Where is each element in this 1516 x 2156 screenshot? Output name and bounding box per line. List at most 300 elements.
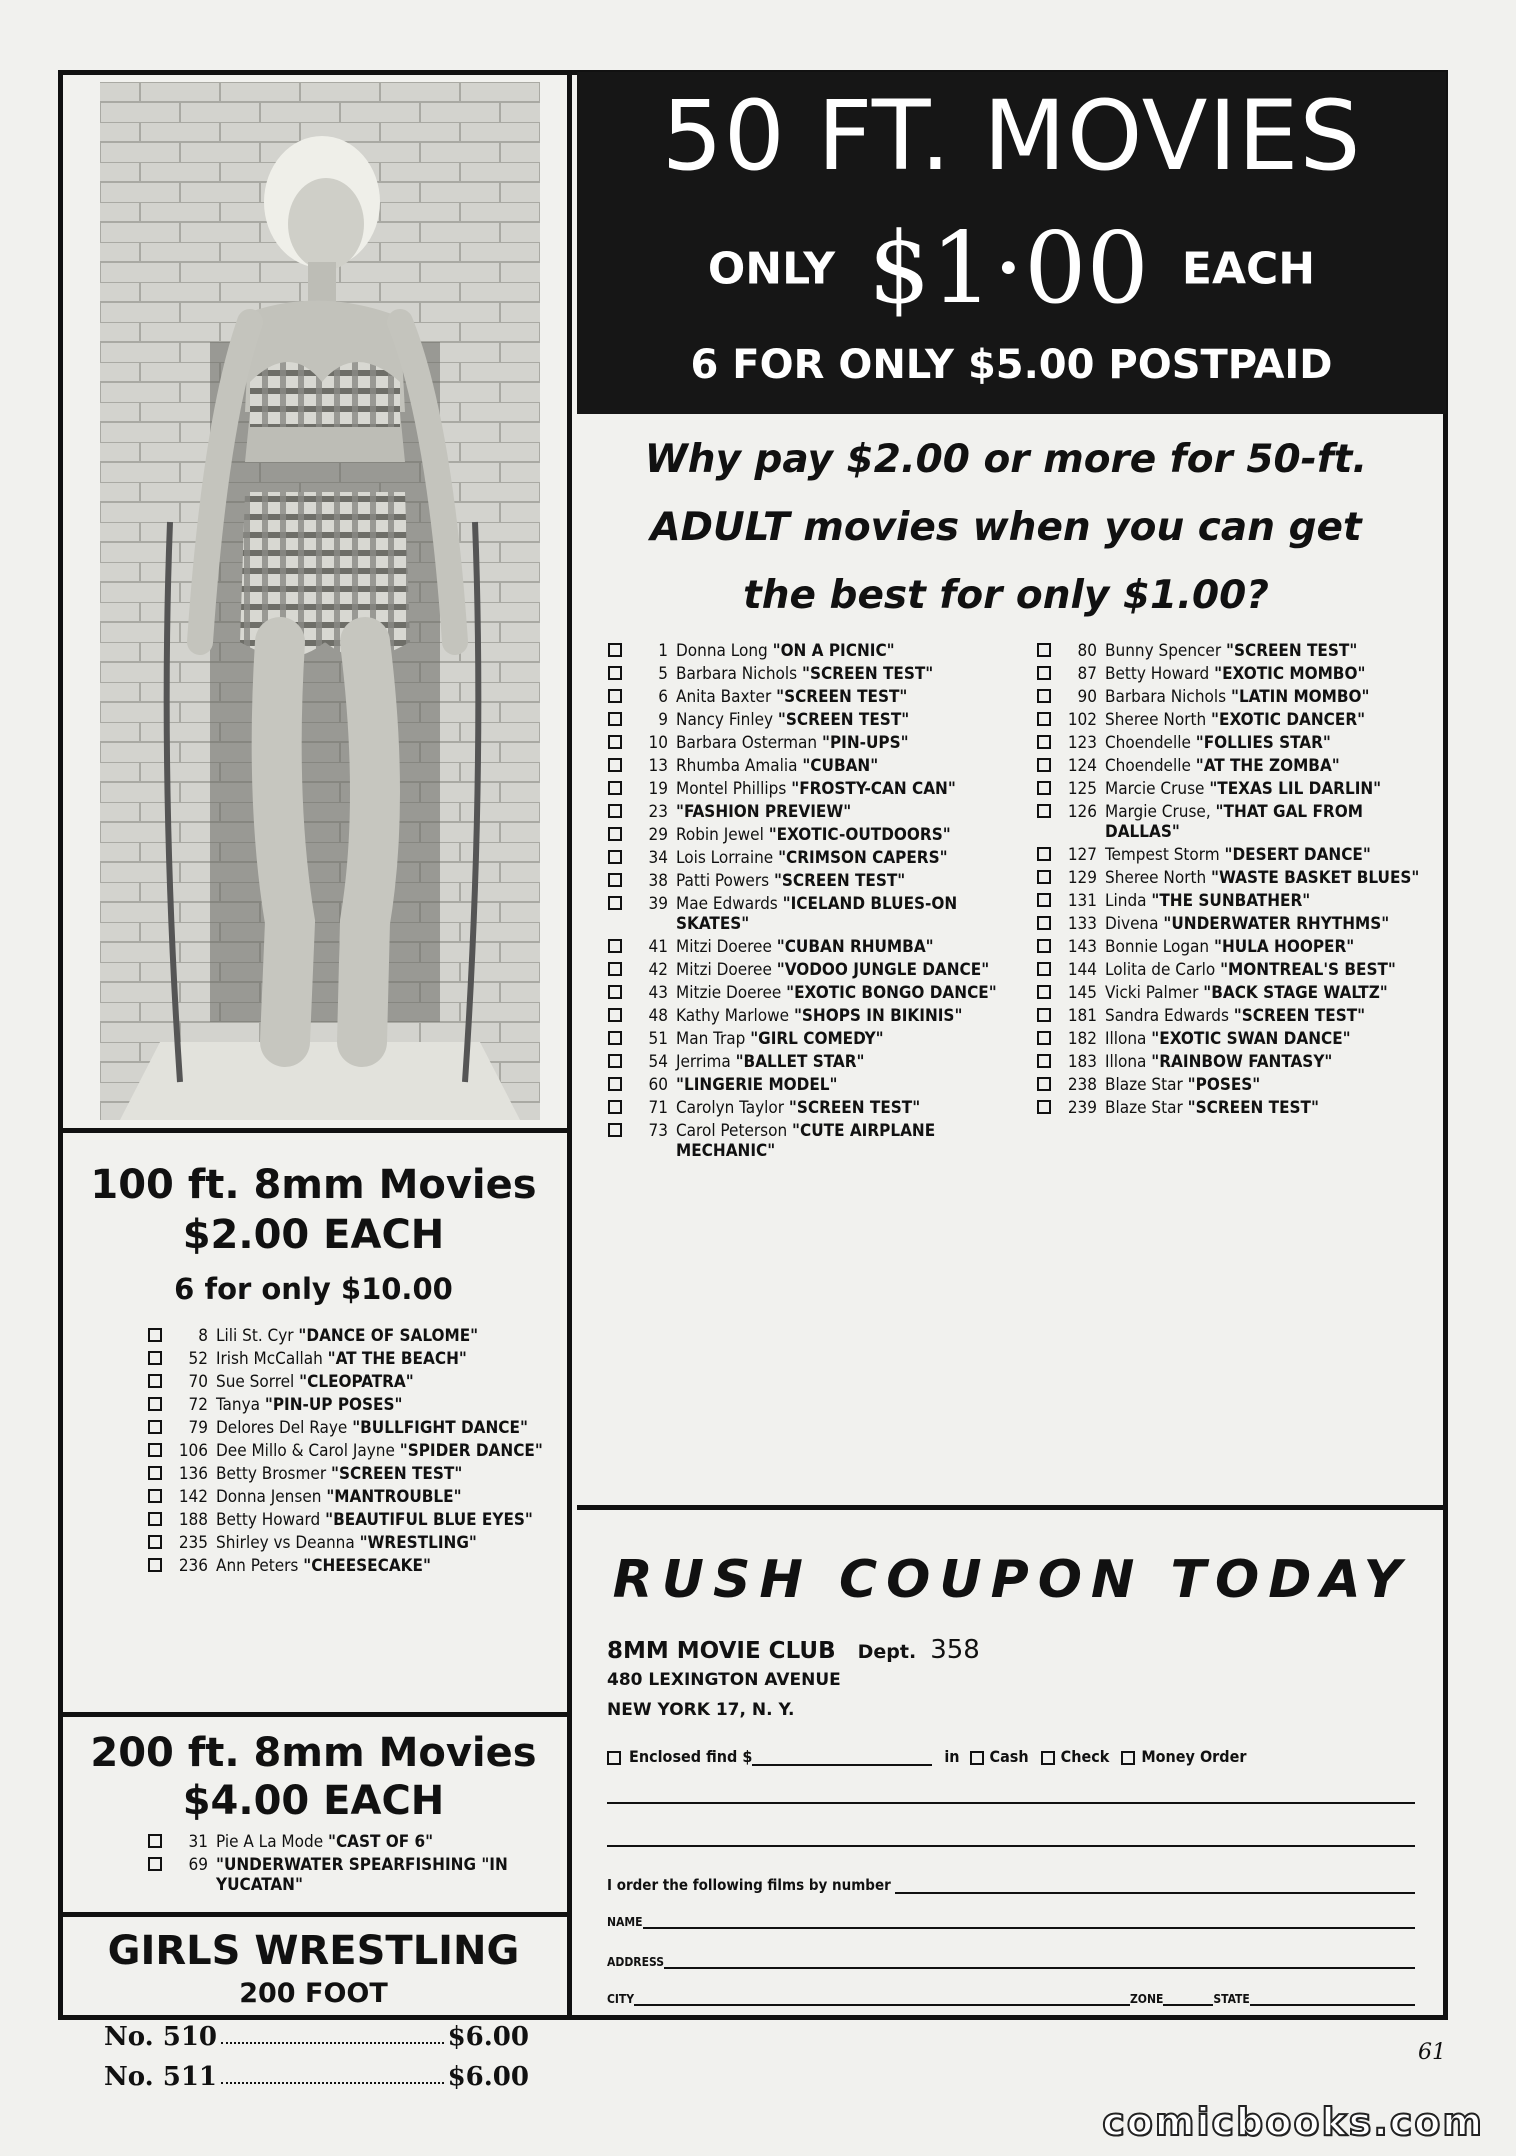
film-number: 235 — [178, 1533, 208, 1553]
film-number: 90 — [1077, 687, 1097, 707]
wrestling-sub: 200 FOOT — [239, 1978, 388, 2009]
film-performer: Mitzi Doeree — [676, 937, 772, 957]
film-checkbox[interactable] — [1037, 804, 1051, 818]
film-number: 73 — [648, 1121, 668, 1141]
film-title: "HULA HOOPER" — [1213, 937, 1355, 957]
film-number: 10 — [648, 733, 668, 753]
film-item[interactable] — [1037, 1029, 1437, 1049]
film-checkbox[interactable] — [148, 1489, 162, 1503]
film-performer: Sheree North — [1105, 868, 1207, 888]
film-description — [1105, 937, 1437, 957]
film-checkbox[interactable] — [148, 1558, 162, 1572]
film-number: 102 — [1067, 710, 1097, 730]
film-title: "SCREEN TEST" — [776, 687, 908, 707]
film-item[interactable] — [608, 1098, 1008, 1118]
film-item[interactable] — [1037, 733, 1437, 753]
film-number: 23 — [648, 802, 668, 822]
film-checkbox[interactable] — [1037, 985, 1051, 999]
film-number: 69 — [188, 1855, 208, 1875]
film-description — [676, 848, 1008, 868]
film-performer: Donna Long — [676, 641, 768, 661]
film-checkbox[interactable] — [148, 1351, 162, 1365]
club-street: 480 LEXINGTON AVENUE — [607, 1670, 841, 1690]
film-description — [676, 871, 1008, 891]
film-item[interactable] — [148, 1510, 548, 1530]
film-description — [216, 1855, 548, 1895]
film-description — [1105, 914, 1437, 934]
film-number: 236 — [178, 1556, 208, 1576]
film-checkbox[interactable] — [608, 939, 622, 953]
film-checkbox[interactable] — [1037, 916, 1051, 930]
film-title: "SCREEN TEST" — [1233, 1006, 1366, 1026]
pinup-photo-illustration — [100, 82, 540, 1120]
film-title: "SCREEN TEST" — [788, 1098, 921, 1118]
film-checkbox[interactable] — [1037, 1100, 1051, 1114]
name-row: NAME — [607, 1915, 1415, 1929]
film-checkbox[interactable] — [148, 1512, 162, 1526]
film-item[interactable] — [608, 1075, 1008, 1095]
film-checkbox[interactable] — [148, 1535, 162, 1549]
film-item[interactable] — [608, 1052, 1008, 1072]
film-number: 239 — [1067, 1098, 1097, 1118]
film-performer: Patti Powers — [676, 871, 770, 891]
film-number: 238 — [1067, 1075, 1097, 1095]
film-description — [216, 1510, 548, 1530]
film-item[interactable] — [1037, 802, 1437, 842]
film-checkbox[interactable] — [1037, 1077, 1051, 1091]
film-performer: Lili St. Cyr — [216, 1326, 294, 1346]
film-checkbox[interactable] — [148, 1328, 162, 1342]
film-item[interactable] — [148, 1349, 548, 1369]
film-item[interactable] — [148, 1855, 548, 1895]
film-item[interactable] — [148, 1418, 548, 1438]
film-checkbox[interactable] — [148, 1397, 162, 1411]
film-number: 126 — [1067, 802, 1097, 822]
film-checkbox[interactable] — [1037, 1008, 1051, 1022]
film-item[interactable] — [148, 1533, 548, 1553]
film-checkbox[interactable] — [1037, 1031, 1051, 1045]
film-number: 1 — [658, 641, 668, 661]
watermark: comicbooks.com — [1102, 2100, 1484, 2144]
film-checkbox[interactable] — [608, 1031, 622, 1045]
film-item[interactable] — [608, 871, 1008, 891]
film-number: 34 — [648, 848, 668, 868]
film-item[interactable] — [1037, 1006, 1437, 1026]
film-number: 19 — [648, 779, 668, 799]
film-checkbox[interactable] — [608, 873, 622, 887]
payment-line: Enclosed find $ in Cash Check Money Order — [607, 1747, 1246, 1766]
film-title: "CUBAN" — [802, 756, 879, 776]
film-number: 124 — [1067, 756, 1097, 776]
bulk-price-100ft: 6 for only $10.00 — [174, 1272, 453, 1306]
order-line-2[interactable] — [607, 1845, 1415, 1847]
film-list-50ft-left — [608, 641, 1008, 1164]
film-description — [676, 756, 1008, 776]
film-description — [676, 641, 1008, 661]
film-title: "CRIMSON CAPERS" — [778, 848, 948, 868]
film-item[interactable] — [1037, 983, 1437, 1003]
film-item[interactable] — [148, 1556, 548, 1576]
amount-field[interactable] — [752, 1748, 932, 1766]
film-checkbox[interactable] — [608, 850, 622, 864]
film-checkbox[interactable] — [1037, 643, 1051, 657]
film-description — [676, 983, 1008, 1003]
film-number: 60 — [648, 1075, 668, 1095]
film-item[interactable] — [608, 756, 1008, 776]
cash-checkbox[interactable] — [970, 1751, 984, 1765]
film-item[interactable] — [148, 1441, 548, 1461]
film-item[interactable] — [1037, 845, 1437, 865]
address-field[interactable] — [664, 1955, 1415, 1969]
film-checkbox[interactable] — [1037, 939, 1051, 953]
film-checkbox[interactable] — [1037, 870, 1051, 884]
film-description — [216, 1832, 548, 1852]
film-description — [1105, 891, 1437, 911]
film-item[interactable] — [148, 1326, 548, 1346]
name-field[interactable] — [643, 1915, 1415, 1929]
film-description — [676, 1075, 1008, 1095]
film-title: "RAINBOW FANTASY" — [1151, 1052, 1333, 1072]
order-line-1[interactable] — [607, 1802, 1415, 1804]
film-performer: Margie Cruse, — [1105, 802, 1211, 822]
film-checkbox[interactable] — [148, 1420, 162, 1434]
film-number: 145 — [1067, 983, 1097, 1003]
film-title: "SCREEN TEST" — [801, 664, 934, 684]
film-checkbox[interactable] — [608, 1008, 622, 1022]
film-performer: Linda — [1105, 891, 1147, 911]
film-item[interactable] — [148, 1395, 548, 1415]
film-checkbox[interactable] — [1037, 847, 1051, 861]
film-title: "MONTREAL'S BEST" — [1220, 960, 1396, 980]
club-name-line: 8MM MOVIE CLUB Dept. 358 — [607, 1635, 980, 1665]
film-title: "SPIDER DANCE" — [399, 1441, 543, 1461]
film-item[interactable] — [608, 960, 1008, 980]
film-number: 39 — [648, 894, 668, 914]
film-number: 79 — [188, 1418, 208, 1438]
film-performer: Divena — [1105, 914, 1159, 934]
film-item[interactable] — [608, 848, 1008, 868]
film-title: "BULLFIGHT DANCE" — [352, 1418, 528, 1438]
film-checkbox[interactable] — [148, 1374, 162, 1388]
film-item[interactable] — [608, 687, 1008, 707]
film-performer: Man Trap — [676, 1029, 746, 1049]
money-order-checkbox[interactable] — [1121, 1751, 1135, 1765]
film-title: "EXOTIC BONGO DANCE" — [786, 983, 997, 1003]
film-item[interactable] — [608, 779, 1008, 799]
film-title: "MANTROUBLE" — [326, 1487, 462, 1507]
hero-subtitle: 6 FOR ONLY $5.00 POSTPAID — [690, 342, 1333, 388]
film-performer: Sandra Edwards — [1105, 1006, 1229, 1026]
film-item[interactable] — [148, 1464, 548, 1484]
film-performer: Tanya — [216, 1395, 261, 1415]
film-description — [1105, 1029, 1437, 1049]
film-checkbox[interactable] — [1037, 712, 1051, 726]
film-performer: Blaze Star — [1105, 1075, 1183, 1095]
film-number: 6 — [658, 687, 668, 707]
film-checkbox[interactable] — [1037, 735, 1051, 749]
film-item[interactable] — [608, 825, 1008, 845]
film-checkbox[interactable] — [608, 985, 622, 999]
film-checkbox[interactable] — [608, 1123, 622, 1137]
film-performer: Montel Phillips — [676, 779, 787, 799]
wrestling-item-510: No. 510 $6.00 — [104, 2022, 529, 2052]
film-performer: Carolyn Taylor — [676, 1098, 785, 1118]
film-title: "SCREEN TEST" — [773, 871, 906, 891]
divider-wrestling — [60, 1912, 572, 1917]
film-item[interactable] — [1037, 914, 1437, 934]
film-checkbox[interactable] — [608, 758, 622, 772]
film-number: 127 — [1067, 845, 1097, 865]
film-title: "THE SUNBATHER" — [1151, 891, 1311, 911]
film-performer: Barbara Osterman — [676, 733, 818, 753]
film-description — [676, 1121, 1008, 1161]
film-performer: Jerrima — [676, 1052, 731, 1072]
film-title: "SCREEN TEST" — [777, 710, 910, 730]
film-description — [1105, 1006, 1437, 1026]
film-item[interactable] — [608, 983, 1008, 1003]
film-checkbox[interactable] — [1037, 962, 1051, 976]
film-title: "GIRL COMEDY" — [750, 1029, 884, 1049]
film-number: 38 — [648, 871, 668, 891]
film-number: 106 — [178, 1441, 208, 1461]
film-description — [216, 1533, 548, 1553]
film-item[interactable] — [148, 1487, 548, 1507]
film-title: "ICELAND BLUES-ON SKATES" — [676, 894, 958, 934]
film-description — [1105, 960, 1437, 980]
film-description — [676, 937, 1008, 957]
film-item[interactable] — [608, 1006, 1008, 1026]
film-checkbox[interactable] — [608, 643, 622, 657]
film-description — [676, 1006, 1008, 1026]
film-item[interactable] — [608, 937, 1008, 957]
heading-100ft: 100 ft. 8mm Movies — [90, 1162, 537, 1208]
left-column — [60, 72, 572, 2092]
film-description — [1105, 845, 1437, 865]
film-item[interactable] — [608, 802, 1008, 822]
film-description — [1105, 733, 1437, 753]
film-description — [1105, 664, 1437, 684]
film-title: "CUTE AIRPLANE MECHANIC" — [676, 1121, 936, 1161]
photo-divider — [60, 1128, 572, 1133]
film-number: 143 — [1067, 937, 1097, 957]
film-checkbox[interactable] — [608, 689, 622, 703]
film-item[interactable] — [608, 1121, 1008, 1161]
film-performer: Carol Peterson — [676, 1121, 788, 1141]
city-field[interactable] — [634, 1992, 1130, 2006]
film-performer: Betty Howard — [1105, 664, 1210, 684]
hero-each: EACH — [1181, 243, 1316, 295]
film-checkbox[interactable] — [148, 1834, 162, 1848]
film-checkbox[interactable] — [608, 962, 622, 976]
film-checkbox[interactable] — [608, 1077, 622, 1091]
film-description — [676, 1029, 1008, 1049]
order-films-field[interactable] — [895, 1876, 1415, 1894]
film-title: "VODOO JUNGLE DANCE" — [776, 960, 990, 980]
film-checkbox[interactable] — [1037, 689, 1051, 703]
film-item[interactable] — [608, 894, 1008, 934]
film-description — [216, 1395, 548, 1415]
film-performer: Illona — [1105, 1052, 1147, 1072]
film-checkbox[interactable] — [608, 666, 622, 680]
film-item[interactable] — [608, 710, 1008, 730]
film-description — [216, 1556, 548, 1576]
film-title: "ON A PICNIC" — [772, 641, 895, 661]
film-item[interactable] — [1037, 710, 1437, 730]
film-description — [1105, 710, 1437, 730]
city-row: CITY ZONE STATE — [607, 1992, 1415, 2006]
film-item[interactable] — [1037, 1075, 1437, 1095]
film-title: "AT THE BEACH" — [327, 1349, 467, 1369]
film-performer: Pie A La Mode — [216, 1832, 324, 1852]
film-number: 51 — [648, 1029, 668, 1049]
film-number: 9 — [658, 710, 668, 730]
film-title: "TEXAS LIL DARLIN" — [1209, 779, 1382, 799]
zone-field[interactable] — [1163, 1992, 1213, 2006]
film-item[interactable] — [1037, 868, 1437, 888]
film-number: 54 — [648, 1052, 668, 1072]
film-number: 52 — [188, 1349, 208, 1369]
film-performer: Tempest Storm — [1105, 845, 1220, 865]
film-title: "CUBAN RHUMBA" — [776, 937, 934, 957]
film-number: 41 — [648, 937, 668, 957]
film-description — [676, 779, 1008, 799]
check-checkbox[interactable] — [1041, 1751, 1055, 1765]
film-checkbox[interactable] — [608, 735, 622, 749]
film-checkbox[interactable] — [608, 896, 622, 910]
film-title: "THAT GAL FROM DALLAS" — [1105, 802, 1363, 842]
film-performer: Mitzie Doeree — [676, 983, 782, 1003]
film-item[interactable] — [148, 1832, 548, 1852]
price-200ft: $4.00 EACH — [182, 1778, 445, 1824]
club-city: NEW YORK 17, N. Y. — [607, 1700, 795, 1720]
film-description — [216, 1464, 548, 1484]
film-checkbox[interactable] — [1037, 1054, 1051, 1068]
page-number: 61 — [1418, 2040, 1446, 2065]
film-title: "WRESTLING" — [359, 1533, 477, 1553]
film-checkbox[interactable] — [608, 781, 622, 795]
film-item[interactable] — [1037, 1052, 1437, 1072]
film-checkbox[interactable] — [148, 1466, 162, 1480]
film-performer: Donna Jensen — [216, 1487, 322, 1507]
film-description — [216, 1349, 548, 1369]
film-checkbox[interactable] — [608, 827, 622, 841]
film-item[interactable] — [1037, 937, 1437, 957]
film-checkbox[interactable] — [1037, 666, 1051, 680]
film-performer: Blaze Star — [1105, 1098, 1183, 1118]
film-title: "BEAUTIFUL BLUE EYES" — [325, 1510, 533, 1530]
film-item[interactable] — [1037, 779, 1437, 799]
film-title: "LATIN MOMBO" — [1230, 687, 1370, 707]
divider-200ft — [60, 1712, 572, 1717]
enclosed-checkbox[interactable] — [607, 1751, 621, 1765]
film-title: "PIN-UP POSES" — [264, 1395, 403, 1415]
film-checkbox[interactable] — [1037, 893, 1051, 907]
film-performer: Barbara Nichols — [1105, 687, 1227, 707]
film-description — [1105, 779, 1437, 799]
film-item[interactable] — [608, 733, 1008, 753]
hero-title: 50 FT. MOVIES — [661, 80, 1362, 192]
film-checkbox[interactable] — [608, 712, 622, 726]
film-item[interactable] — [148, 1372, 548, 1392]
film-title: "UNDERWATER SPEARFISHING "IN YUCATAN" — [216, 1855, 508, 1895]
film-item[interactable] — [1037, 960, 1437, 980]
film-number: 70 — [188, 1372, 208, 1392]
film-performer: Sue Sorrel — [216, 1372, 295, 1392]
film-item[interactable] — [608, 664, 1008, 684]
film-title: "AT THE ZOMBA" — [1195, 756, 1340, 776]
film-item[interactable] — [1037, 756, 1437, 776]
wrestling-item-511: No. 511 $6.00 — [104, 2062, 529, 2092]
film-performer: Nancy Finley — [676, 710, 774, 730]
film-performer: Betty Howard — [216, 1510, 321, 1530]
film-description — [1105, 641, 1437, 661]
film-description — [1105, 687, 1437, 707]
film-number: 31 — [188, 1832, 208, 1852]
film-number: 29 — [648, 825, 668, 845]
film-title: "EXOTIC DANCER" — [1211, 710, 1366, 730]
film-title: "DANCE OF SALOME" — [298, 1326, 479, 1346]
film-item[interactable] — [1037, 891, 1437, 911]
film-number: 13 — [648, 756, 668, 776]
film-checkbox[interactable] — [1037, 758, 1051, 772]
film-performer: Delores Del Raye — [216, 1418, 348, 1438]
film-performer: Ann Peters — [216, 1556, 299, 1576]
film-checkbox[interactable] — [1037, 781, 1051, 795]
film-description — [1105, 1052, 1437, 1072]
film-checkbox[interactable] — [608, 1100, 622, 1114]
film-description — [216, 1418, 548, 1438]
film-checkbox[interactable] — [608, 804, 622, 818]
hero-banner — [577, 72, 1446, 414]
film-description — [676, 664, 1008, 684]
film-number: 87 — [1077, 664, 1097, 684]
film-description — [676, 733, 1008, 753]
film-number: 80 — [1077, 641, 1097, 661]
film-item[interactable] — [1037, 1098, 1437, 1118]
film-checkbox[interactable] — [608, 1054, 622, 1068]
film-description — [1105, 802, 1437, 842]
heading-200ft: 200 ft. 8mm Movies — [90, 1730, 537, 1776]
film-item[interactable] — [608, 641, 1008, 661]
film-title: "SCREEN TEST" — [330, 1464, 463, 1484]
film-description — [216, 1372, 548, 1392]
film-performer: Lois Lorraine — [676, 848, 774, 868]
film-checkbox[interactable] — [148, 1443, 162, 1457]
film-number: 182 — [1067, 1029, 1097, 1049]
film-performer: Bunny Spencer — [1105, 641, 1222, 661]
film-title: "FASHION PREVIEW" — [676, 802, 852, 822]
film-description — [1105, 1075, 1437, 1095]
film-description — [1105, 868, 1437, 888]
film-item[interactable] — [1037, 641, 1437, 661]
film-description — [676, 687, 1008, 707]
film-number: 129 — [1067, 868, 1097, 888]
film-performer: Lolita de Carlo — [1105, 960, 1216, 980]
film-number: 72 — [188, 1395, 208, 1415]
film-title: "WASTE BASKET BLUES" — [1211, 868, 1420, 888]
film-number: 136 — [178, 1464, 208, 1484]
film-title: "UNDERWATER RHYTHMS" — [1163, 914, 1390, 934]
film-item[interactable] — [1037, 664, 1437, 684]
film-checkbox[interactable] — [148, 1857, 162, 1871]
dept-number: 358 — [930, 1635, 980, 1665]
film-title: "PIN-UPS" — [821, 733, 909, 753]
film-number: 42 — [648, 960, 668, 980]
film-item[interactable] — [608, 1029, 1008, 1049]
film-number: 142 — [178, 1487, 208, 1507]
state-field[interactable] — [1250, 1992, 1415, 2006]
film-item[interactable] — [1037, 687, 1437, 707]
